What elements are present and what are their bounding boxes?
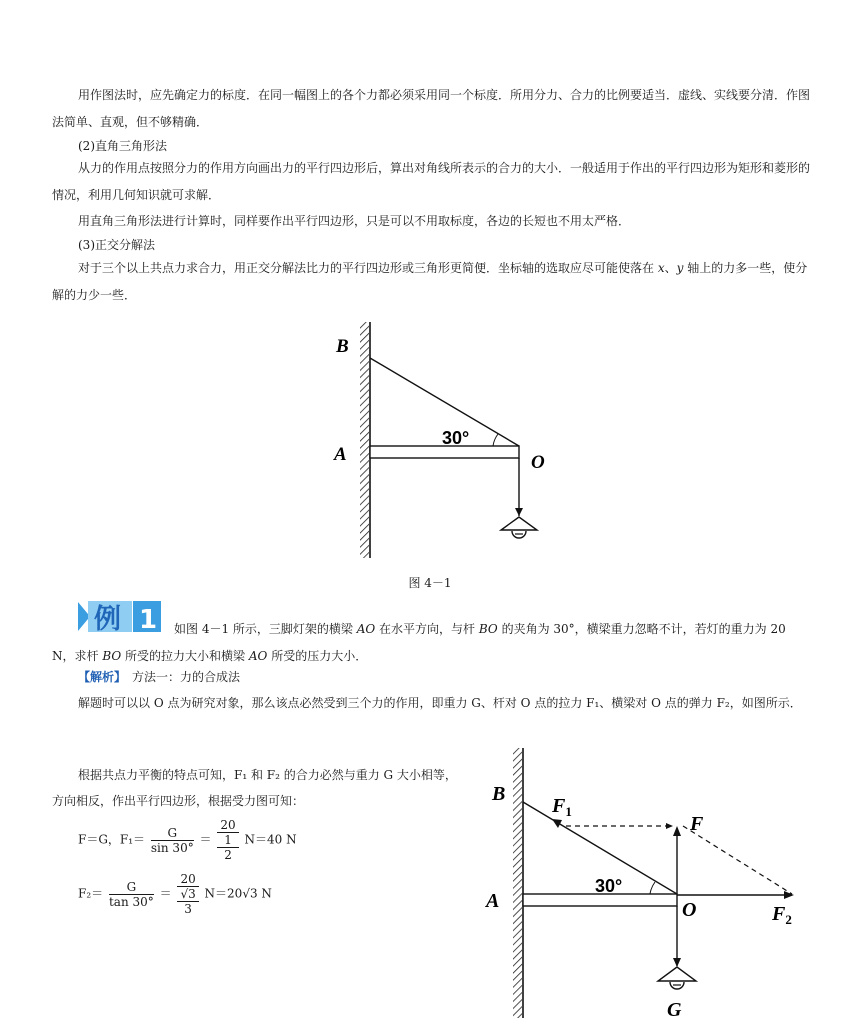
figure-caption: 图 4－1 bbox=[408, 576, 452, 590]
label-f: F bbox=[690, 813, 704, 835]
analysis-heading: 【解析】 方法一：力的合成法 bbox=[78, 670, 241, 684]
figure-4-1 bbox=[320, 318, 560, 564]
example-problem: 如图 4－1 所示，三脚灯架的横梁 AO 在水平方向，与杆 BO 的夹角为 30°，横梁重力忽略不计，若灯的重力为 20 N，求杆 BO 所受的拉力大小和横梁 AO 所受的压力大小． bbox=[52, 622, 786, 663]
paragraph-right-triangle-2: 用直角三角形法进行计算时，同样要作出平行四边形，只是可以不用取标度，各边的长短也不用太严格． bbox=[78, 214, 631, 228]
label-a: A bbox=[334, 444, 347, 465]
heading-orthogonal: (3)正交分解法 bbox=[78, 238, 155, 252]
label-f2: $F_2$ bbox=[772, 903, 792, 927]
label-b: B bbox=[492, 783, 506, 805]
analysis-line-2: 方向相反，作出平行四边形，根据受力图可知： bbox=[52, 794, 305, 808]
heading-right-triangle: (2)直角三角形法 bbox=[78, 139, 167, 153]
label-angle: 30° bbox=[595, 876, 623, 896]
label-o: O bbox=[682, 899, 697, 921]
label-a: A bbox=[486, 890, 500, 912]
lamp-shade bbox=[501, 517, 537, 530]
paragraph-right-triangle-1: 从力的作用点按照分力的作用方向画出力的平行四边形后，算出对角线所表示的合力的大小．一般适用于作出的平行四边形为矩形和菱形的情况，利用几何知识就可求解． bbox=[52, 161, 811, 202]
equation-f2: F₂＝ $\frac{G}{\tan 30^\circ}$ ＝ 20 √3 3 N＝20√3 N bbox=[78, 872, 272, 916]
label-angle: 30° bbox=[442, 428, 470, 448]
label-f1: $F_1$ bbox=[552, 795, 572, 819]
label-o: O bbox=[531, 452, 545, 473]
label-g: G bbox=[667, 999, 682, 1020]
wall bbox=[360, 322, 369, 558]
paragraph-graphic-method: 用作图法时，应先确定力的标度．在同一幅图上的各个力都必须采用同一个标度．所用分力、合力的比例要适当．虚线、实线要分清．作图法简单、直观，但不够精确． bbox=[52, 88, 811, 129]
lamp-shade bbox=[658, 967, 696, 981]
badge-number: 1 bbox=[139, 605, 158, 633]
analysis-line-1: 根据共点力平衡的特点可知，F₁ 和 F₂ 的合力必然与重力 G 大小相等， bbox=[78, 768, 457, 782]
paragraph-orthogonal: 对于三个以上共点力求合力，用正交分解法比力的平行四边形或三角形更简便．坐标轴的选取应尽可能使落在 x、y 轴上的力多一些，使分解的力少一些． bbox=[52, 261, 808, 302]
equation-f1: F＝G，F₁＝ $\frac{G}{\sin 30^\circ}$ ＝ 20 1 2 N＝40 N bbox=[78, 818, 297, 862]
wall bbox=[513, 748, 522, 1018]
label-b: B bbox=[336, 336, 349, 357]
analysis-paragraph-1: 解题时可以以 O 点为研究对象，那么该点必然受到三个力的作用，即重力 G、杆对 O 点的拉力 F₁、横梁对 O 点的弹力 F₂，如图所示． bbox=[78, 696, 802, 710]
force-diagram bbox=[480, 744, 810, 1020]
badge-char: 例 bbox=[94, 604, 121, 633]
